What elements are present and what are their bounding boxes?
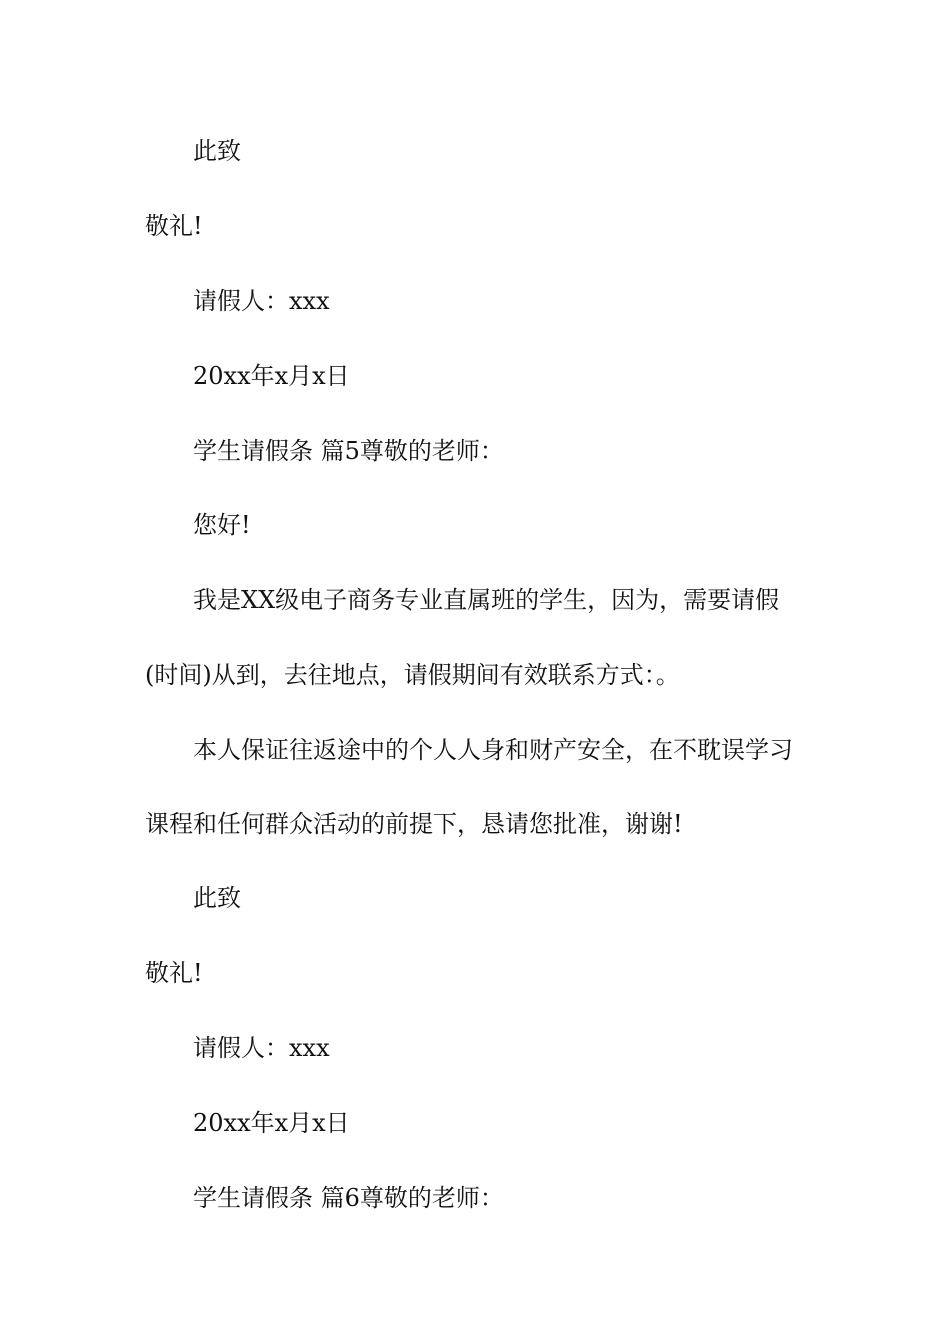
section-heading: 学生请假条 篇5尊敬的老师： [193,437,504,465]
signature-line: 请假人：xxx [193,1034,330,1062]
body-paragraph-line: 本人保证往返途中的个人人身和财产安全，在不耽误学习 [193,736,793,764]
date-line: 20xx年x月x日 [193,1109,350,1137]
date-line: 20xx年x月x日 [193,362,350,390]
body-paragraph-line: (时间)从到，去往地点，请假期间有效联系方式：。 [145,661,680,689]
salutation-line: 敬礼! [145,212,203,240]
closing-line: 此致 [193,884,241,912]
closing-line: 此致 [193,137,241,165]
salutation-line: 敬礼! [145,959,203,987]
greeting-line: 您好! [193,511,251,539]
signature-line: 请假人：xxx [193,287,330,315]
section-heading: 学生请假条 篇6尊敬的老师： [193,1184,504,1212]
body-paragraph-line: 我是XX级电子商务专业直属班的学生，因为，需要请假 [193,586,780,614]
body-paragraph-line: 课程和任何群众活动的前提下，恳请您批准，谢谢! [145,810,683,838]
